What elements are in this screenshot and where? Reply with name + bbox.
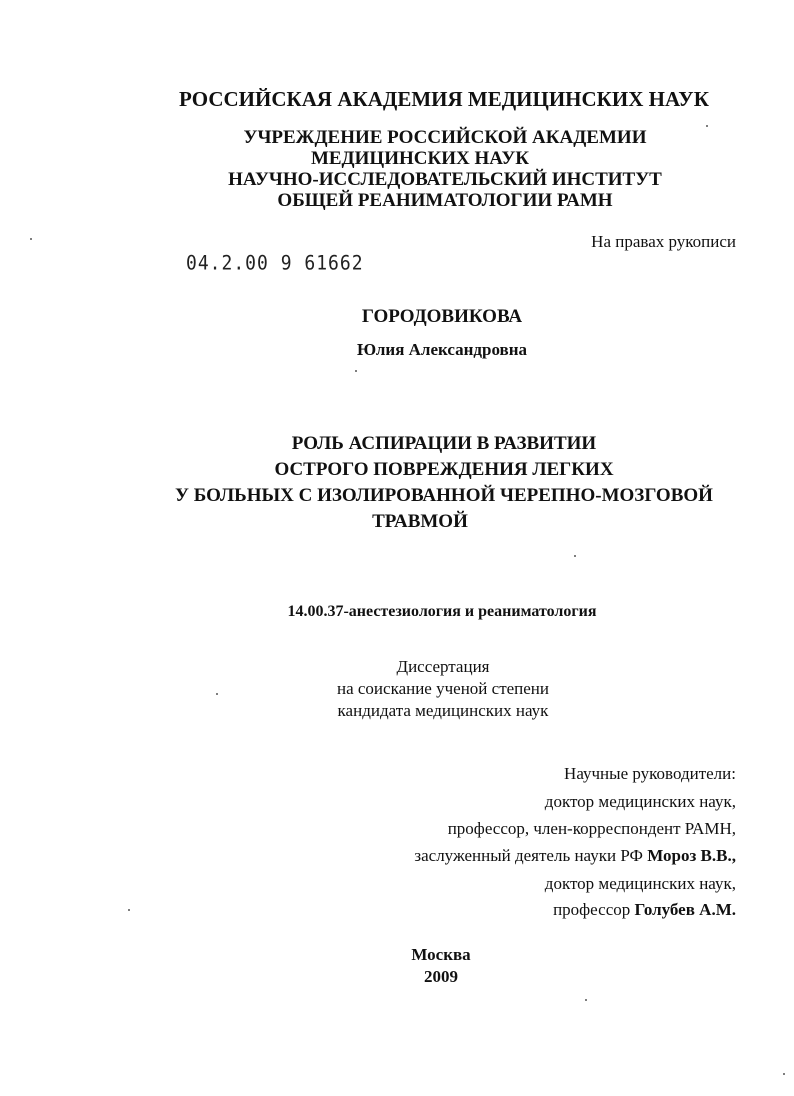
supervisor-line-5 — [553, 900, 736, 920]
supervisor-name-golubev: Голубев А.М. — [634, 900, 736, 919]
institution-line-3: НАУЧНО-ИССЛЕДОВАТЕЛЬСКИЙ ИНСТИТУТ — [228, 169, 662, 190]
author-surname: ГОРОДОВИКОВА — [361, 306, 523, 327]
dissertation-line-3: кандидата медицинских наук — [337, 701, 549, 720]
author-name: Юлия Александровна — [356, 340, 528, 359]
institution-line-2: МЕДИЦИНСКИХ НАУК — [310, 148, 530, 169]
title-line-2: ОСТРОГО ПОВРЕЖДЕНИЯ ЛЕГКИХ — [274, 459, 614, 480]
supervisor-line-4: доктор медицинских наук, — [544, 874, 736, 893]
supervisor-line-5-text: профессор — [553, 900, 635, 919]
scan-speck — [30, 238, 32, 240]
academy-title: РОССИЙСКАЯ АКАДЕМИЯ МЕДИЦИНСКИХ НАУК — [179, 87, 709, 111]
title-line-3: У БОЛЬНЫХ С ИЗОЛИРОВАННОЙ ЧЕРЕПНО-МОЗГОВОЙ — [175, 485, 713, 506]
institution-line-1: УЧРЕЖДЕНИЕ РОССИЙСКОЙ АКАДЕМИИ — [243, 127, 647, 148]
archive-stamp-number: 04.2.00 9 61662 — [186, 251, 364, 276]
supervisor-name-moroz: Мороз В.В., — [647, 846, 736, 865]
scan-speck — [585, 999, 587, 1001]
title-line-4: ТРАВМОЙ — [372, 511, 468, 532]
supervisor-line-3-text: заслуженный деятель науки РФ — [414, 846, 648, 865]
scan-speck — [706, 125, 708, 127]
scan-speck — [574, 555, 576, 557]
title-line-1: РОЛЬ АСПИРАЦИИ В РАЗВИТИИ — [291, 433, 597, 454]
scan-speck — [128, 909, 130, 911]
dissertation-line-1: Диссертация — [396, 657, 490, 676]
institution-line-4: ОБЩЕЙ РЕАНИМАТОЛОГИИ РАМН — [277, 190, 613, 211]
scan-speck — [783, 1073, 785, 1075]
supervisor-line-3 — [414, 846, 736, 866]
supervisors-heading: Научные руководители: — [564, 764, 736, 783]
year: 2009 — [424, 967, 458, 986]
scan-speck — [355, 370, 357, 372]
specialty-code: 14.00.37-анестезиология и реаниматология — [287, 603, 597, 620]
scan-speck — [216, 693, 218, 695]
rights-note: На правах рукописи — [591, 232, 736, 251]
dissertation-line-2: на соискание ученой степени — [336, 679, 550, 698]
supervisor-line-2: профессор, член-корреспондент РАМН, — [447, 819, 736, 838]
supervisor-line-1: доктор медицинских наук, — [544, 792, 736, 811]
city: Москва — [411, 945, 471, 964]
